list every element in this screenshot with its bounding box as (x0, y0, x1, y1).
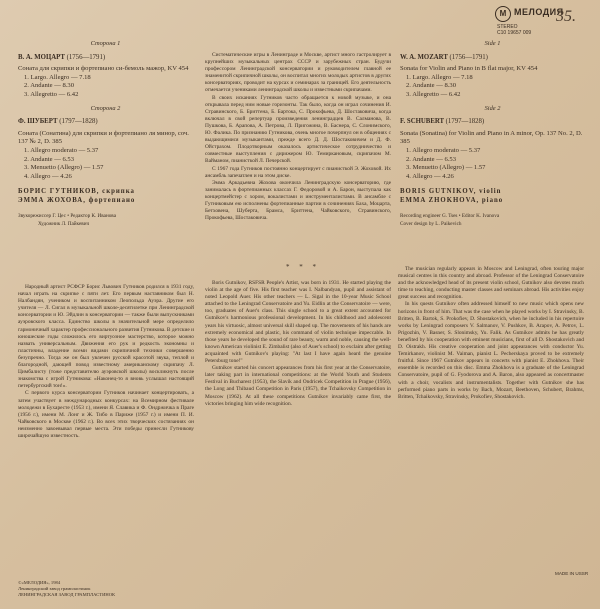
paragraph: Gutnikov started his concert appearances from his first year at the Conservatoire, later taking part in international competitions: at the World Youth and Students Festival in Bucharest (1953), the Slavik and Ondricek Competition in Prague (1956), the Long and Thibaud Competition in Paris (1957), the Tchaikovsky Competition in Moscow (1962). At all these competitions Gutnikov invariably came first, the victories bringing him wide recognition. (205, 365, 391, 407)
english-tracklist (400, 40, 585, 229)
work-title-ru-1: Соната для скрипки и фортепиано си-бемоль мажор, KV 454 (18, 65, 189, 73)
section-separator: * * * (286, 263, 320, 271)
handwritten-number: 35. (556, 8, 576, 25)
movement-ru-1-1: 1. Largo. Allegro — 7.18 (24, 73, 91, 81)
paragraph: В своих исканиях Гутников часто обращается к новой музыке, и она открывала перед ним новые горизонты. Так было, когда он играл сочинения И. Стравинского, Б. Бриттена, Б. Бартока, С. Прокофьева, Д. Шостаковича, когда включал в свой репертуар произведения ленинградцев В. Салманова, В. Пушкова, Б. Арапова, А. Петрова, Л. Пригожина, В. Баснера, С. Слонимского, Ю. Фалика. По признанию Гутникова, очень многое почерпнул он в общениях с выдающимися музыкантами, прежде всего Д. Д. Шостаковичем и Д. Ф. Ойстрахом. Плодотворным оказалось артистическое сотрудничество и совместные выступления с дирижером Ю. Темиркановым, скрипачом М. Вайманом, пианисткой Л. Печерской. (205, 94, 391, 165)
composer-name: В. А. МОЦАРТ (18, 53, 65, 61)
russian-notes-bottom (18, 284, 194, 574)
movement-ru-1-2: 2. Andante — 8.30 (24, 82, 74, 90)
movement-ru-2-1: 1. Allegro moderato — 5.37 (24, 146, 99, 154)
paragraph: The musician regularly appears in Moscow and Leningrad, often touring major musical centres in this country and abroad. Professor of the Leningrad Conservatoire and the acknowledged head of its present violin school, Gutnikov also devotes much time to teaching, conducting master classes and seminars abroad. His activities enjoy great success and recognition. (398, 266, 584, 301)
composer-years: (1756—1791) (449, 53, 488, 61)
footer-copyright (18, 580, 115, 598)
work-title-en-1: Sonata for Violin and Piano in B flat major, KV 454 (400, 65, 538, 73)
russian-notes-middle (205, 52, 391, 260)
movement-en-2-1: 1. Allegro moderato — 5.37 (406, 146, 481, 154)
logo-stereo: STEREO (497, 24, 518, 30)
composer-years: (1756—1791) (66, 53, 106, 61)
composer-ru-1 (18, 54, 193, 63)
movement-en-2-3: 3. Menuetto (Allegro) — 1.57 (406, 164, 486, 172)
composer-years: (1797—1828) (59, 118, 98, 126)
composer-years: (1797—1828) (445, 118, 485, 126)
movement-en-1-1: 1. Largo. Allegro — 7.18 (406, 73, 473, 81)
logo-catalog: С10 19657 009 (497, 30, 532, 36)
performer-en-1: BORIS GUTNIKOV, violin (400, 188, 502, 196)
credits-en-1: Recording engineer G. Tses • Editor K. Ivanova (400, 212, 500, 219)
movement-ru-2-3: 3. Menuetto (Allegro) — 1.57 (24, 164, 104, 172)
composer-name: F. SCHUBERT (400, 118, 444, 126)
side-1-label-en: Side 1 (484, 40, 501, 47)
work-title-ru-2: Соната (Сонатина) для скрипки и фортепиано ля минор, соч. 137 № 2, D. 385 (18, 129, 189, 146)
movement-ru-1-3: 3. Allegretto — 6.42 (24, 90, 79, 98)
footer-line: ЛЕНИНГРАДСКАЯ ЗАВОД ГРАМПЛАСТИНОК (18, 592, 116, 597)
credits-ru-2: Художник Л. Пайкевич (38, 221, 90, 228)
movement-en-2-2: 2. Andante — 6.53 (406, 155, 456, 163)
paragraph: С первого курса консерватории Гутников начинает концертировать, а затем участвует в международных конкурсах: на Всемирном фестивале молодежи в Бухаресте (1953 г.), имени Я. Славика и Ф. Ондржичка в Праге (1956 г.), имени М. Лонг и Ж. Тибо в Париже (1957 г.) и имени П. И. Чайковского в Москве (1962 г.). Во всех этих творческих состязаниях он неизменно завоевывал первые места. Эти победы принесли Гутникову широчайшую известность. (18, 390, 194, 439)
side-2-label-en: Side 2 (484, 104, 501, 112)
paragraph: Boris Gutnikov, RSFSR People's Artist, was born in 1931. He started playing the violin at the age of five. His first teacher was I. Nalbandyan, pupil and assistant of noted Leopold Auer. His other teachers — L. Sigal in the 10-year Music School attached to the Leningrad Conservatoire and Yu. Eidlin at the Conservatoire — were, too, graduates of Auer's class. This single school to a great extent accounted for Gutnikov's harmonious professional development. In his childhood and adolescent years his virtuosic, almost universal skill shaped up. The movements of his hands are extremely economical and plastic, his command of violin technique impeccable. In those years he developed the sound of rare beauty, warm and noble, causing the well-known American violinist E. Zimbalist (also of Auer's school) to exclaim after getting acquainted with Gutnikov's playing: "At last I have again heard the genuine Petersburg tone!" (205, 280, 391, 365)
english-notes-right (398, 266, 584, 569)
paragraph: Систематические игры в Ленинграде и Москве, артист много гастролирует в крупнейших музыкальных центрах СССР и зарубежных стран. Будучи профессором Ленинградской консерватории и руководителем главной ее знаменитой скрипичной школы, он воспитал многих молодых артистов в других консерваториях, проводит на курсах и семинарах за границей. Его деятельность отмечается учениками ленинградской школы и известными скрипачами. (205, 52, 391, 94)
composer-ru-2 (18, 118, 193, 127)
credits-en-2: Cover design by L. Paikevich (400, 221, 462, 228)
performer-en-2: EMMA ZHOKHOVA, piano (400, 196, 504, 204)
paragraph: Эмма Аркадьевна Жохова окончила Ленинградскую консерваторию, где занималась в фортепианных классах Г. Федоровой и А. Барон, выступала как концертмейстер с хором, вокалистами и инструменталистами. В ансамбле с Гутниковым ею исполнены фортепианные партии в сочинениях Баха, Моцарта, Бетховена, Шуберта, Брамса, Бриттена, Чайковского, Стравинского, Прокофьева, Шостаковича. (205, 179, 391, 222)
composer-en-2 (400, 118, 585, 127)
melodiya-logo-icon: М (495, 6, 511, 22)
paragraph: С 1967 года Гутников постоянно концертирует с пианисткой Э. Жоховой. Их ансамбль запечатлен и на этом диске. (205, 165, 391, 179)
composer-en-1 (400, 54, 585, 63)
side-1-label-ru: Сторона 1 (90, 40, 121, 47)
made-in-label: MADE IN USSR (555, 571, 589, 576)
movement-en-1-2: 2. Andante — 8.30 (406, 82, 456, 90)
paragraph: Народный артист РСФСР Борис Львович Гутников родился в 1931 году, начал играть на скрипке с пяти лет. Его первым наставником был Н. Налбандян, учеником и воспитанником Леопольда Ауэра. Другие его учителя — Л. Сигал в музыкальной школе-десятилетке при Ленинградской консерватории и Ю. Эйдлин в консерватории — также были выпускниками ауэровского класса. Единство школы в значительной мере определило гармоничный характер профессионального развития Гутникова. В детские и юношеские годы сложилось его виртуозное мастерство, которое можно назвать универсальным. Движения его рук и редкость экономны и пластичны, владение всеми видами скрипичной техники совершенно безупречно. Тогда же он был увлечен русской красотой звука, теплой и благородной, дающей повод известному американскому скрипачу Л. Цимбалисту (тоже представителю ауэровской школы) воскликнуть после знакомства с игрой Гутникова: «Наконец-то я вновь услышал настоящий петербургский тон!». (18, 284, 194, 390)
work-title-en-2: Sonata (Sonatina) for Violin and Piano in A minor, Op. 137 No. 2, D. 385 (400, 129, 583, 146)
movement-ru-2-4: 4. Allegro — 4.26 (24, 172, 72, 180)
performer-ru-1: БОРИС ГУТНИКОВ, скрипка (18, 188, 135, 196)
footer-line: ©«МЕЛОДИЯ», 1984 (18, 580, 61, 585)
footer-line: Ленинградский завод грампластинок (18, 586, 91, 591)
composer-name: W. A. MOZART (400, 53, 448, 61)
english-notes-middle (205, 280, 391, 576)
side-2-label-ru: Сторона 2 (90, 104, 121, 112)
composer-name: Ф. ШУБЕРТ (18, 118, 58, 126)
movement-en-1-3: 3. Allegretto — 6.42 (406, 90, 461, 98)
movement-en-2-4: 4. Allegro — 4.26 (406, 172, 454, 180)
russian-tracklist (18, 40, 193, 229)
credits-ru-1: Звукорежиссер Г. Цес • Редактор К. Иванова (18, 212, 116, 219)
movement-ru-2-2: 2. Andante — 6.53 (24, 155, 74, 163)
paragraph: In his quests Gutnikov often addressed himself to new music which opens new horizons in front of him. That was the case when he played works by I. Stravinsky, B. Britten, B. Bartok, S. Prokofiev, D. Shostakovich, when he included in his repertoire works by Leningrad composers V. Salmanov, V. Pushkov, B. Arapov, A. Petrov, L. Prigozhin, V. Basner, S. Slonimsky, Yu. Falik. As Gutnikov admits he has greatly benefited by his cooperation with eminent musicians, first of all D. Shostakovich and D. Oistrakh. His creative cooperation and joint appearances with conductor Yu. Temirkanov, violinist M. Vaiman, pianist L. Pecherskaya proved to be extremely fruitful. Since 1967 Gutnikov appears in concerts with pianist E. Zhokhova. Their ensemble is recorded on this disc. Emma Zhokhova is a graduate of the Leningrad Conservatoire, pupil of G. Fyodorova and A. Baron, also appeared as concertmaster with a choir, vocalists and instrumentalists. Together with Gutnikov she has performed piano parts in works by Bach, Mozart, Beethoven, Schubert, Brahms, Britten, Tchaikovsky, Stravinsky, Prokofiev, Shostakovich. (398, 301, 584, 400)
logo-name: МЕЛОДИЯ (514, 7, 564, 17)
performer-ru-2: ЭММА ЖОХОВА, фортепиано (18, 196, 136, 204)
